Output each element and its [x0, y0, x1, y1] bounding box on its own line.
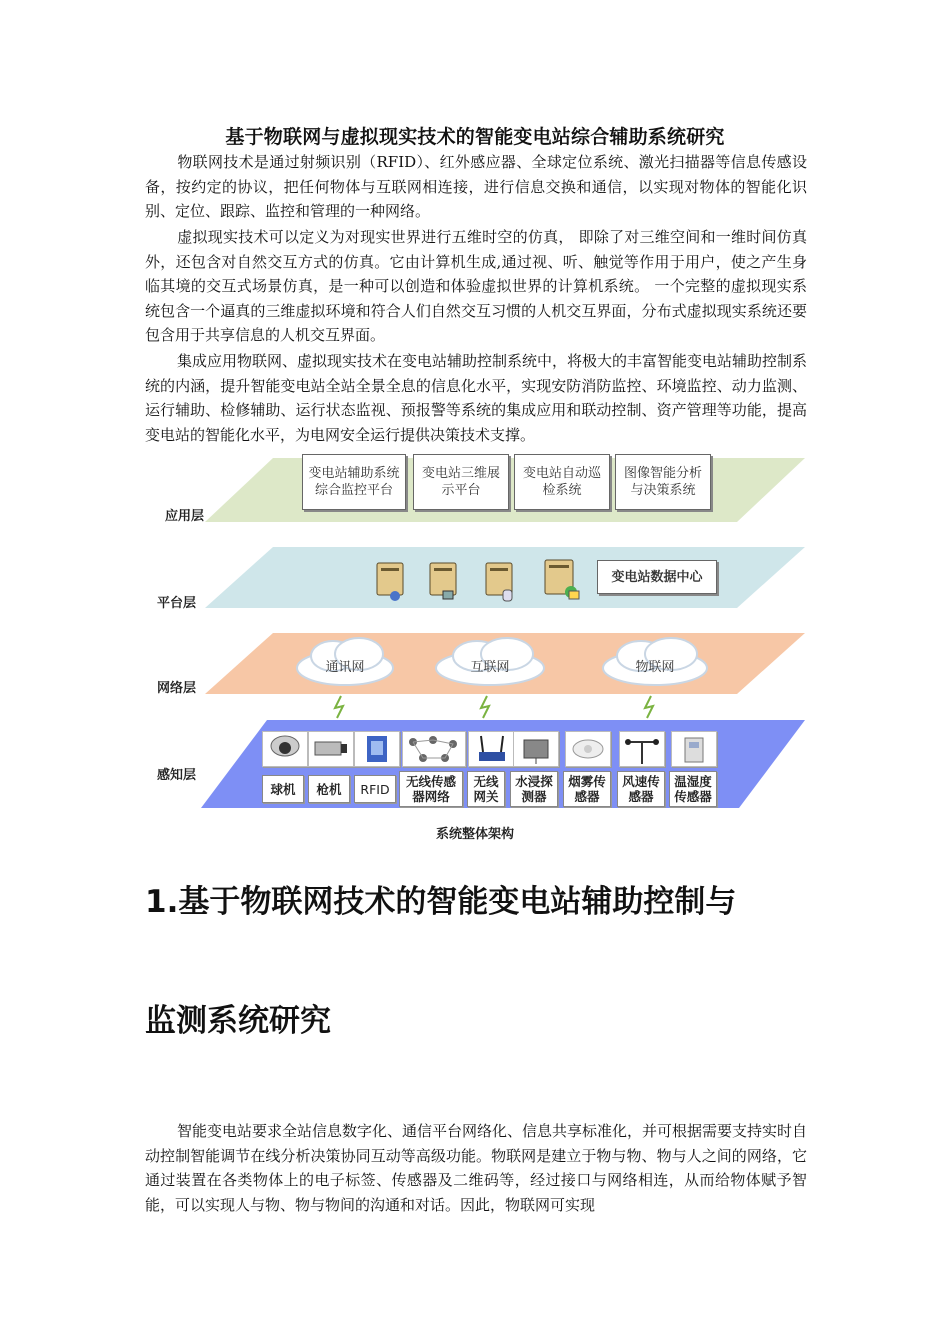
device-label-wireless-gateway: 无线 网关 — [467, 771, 505, 807]
paragraph-text: 集成应用物联网、虚拟现实技术在变电站辅助控制系统中，将极大的丰富智能变电站辅助控制系统的内涵，提升智能变电站全站全景全息的信息化水平，实现安防消防监控、环境监控、动力监测、运行辅助、检修辅助、运行状态监视、预报警等系统的集成应用和联动控制、资产管理等功能，提高变电站的智能化水平，为电网安全运行提供决策技术支撑。 — [145, 352, 808, 444]
perception-layer-label: 感知层 — [157, 768, 197, 783]
section-heading-line1: 1.基于物联网技术的智能变电站辅助控制与 — [145, 884, 737, 920]
device-label-water-detector: 水浸探 测器 — [510, 771, 558, 807]
wireless-signal-icon — [645, 696, 653, 718]
app-box-image-analysis: 图像智能分析 与决策系统 — [615, 454, 711, 510]
cloud-label-iot: 物联网 — [635, 660, 675, 675]
bullet-camera-icon — [308, 731, 354, 767]
paragraph-smart-substation — [145, 1119, 807, 1217]
cloud-label-internet: 互联网 — [470, 660, 510, 675]
wireless-gateway-icon — [468, 731, 514, 767]
app-box-monitoring-platform: 变电站辅助系统 综合监控平台 — [302, 454, 406, 510]
network-layer-label: 网络层 — [157, 681, 197, 696]
rfid-icon — [354, 731, 400, 767]
platform-layer-label: 平台层 — [157, 596, 197, 611]
device-label-temp-humidity-sensor: 温湿度 传感器 — [669, 771, 717, 807]
device-label-wind-speed-sensor: 风速传 感器 — [617, 771, 665, 807]
wireless-signal-icon — [335, 696, 343, 718]
application-layer-label: 应用层 — [165, 509, 205, 524]
server-icon — [377, 563, 403, 601]
paragraph-integration — [145, 349, 807, 447]
app-box-inspection-system: 变电站自动巡 检系统 — [514, 454, 610, 510]
water-detector-icon — [513, 731, 559, 767]
section-heading-line2: 监测系统研究 — [145, 1003, 331, 1039]
paragraph-vr — [145, 225, 807, 348]
wireless-signal-icon — [481, 696, 489, 718]
device-label-rfid: RFID — [354, 775, 396, 803]
device-label-wireless-sensor-network: 无线传感 器网络 — [399, 771, 463, 807]
wireless-sensor-network-icon — [402, 731, 466, 767]
wind-speed-sensor-icon — [619, 731, 665, 767]
paragraph-text: 虚拟现实技术可以定义为对现实世界进行五维时空的仿真， 即除了对三维空间和一维时间仿真外，还包含对自然交互方式的仿真。它由计算机生成,通过视、听、触觉等作用于用户，使之产生身临其境的交互式场景仿真，是一种可以创造和体验虚拟世界的计算机系统。 一个完整的虚拟现实系统包含一个逼真的三维虚拟环境和符合人们自然交互习惯的人机交互界面，分布式虚拟现实系统还要包含用于共享信息的人机交互界面。 — [145, 228, 807, 344]
document-title: 基于物联网与虚拟现实技术的智能变电站综合辅助系统研究 — [225, 126, 725, 148]
server-icon — [430, 563, 456, 599]
data-center-box: 变电站数据中心 — [597, 560, 717, 594]
device-label-bullet-camera: 枪机 — [308, 775, 350, 803]
server-icon — [486, 563, 512, 601]
paragraph-text: 物联网技术是通过射频识别（RFID）、红外感应器、全球定位系统、激光扫描器等信息传感设备，按约定的协议，把任何物体与互联网相连接，进行信息交换和通信，以实现对物体的智能化识别、定位、跟踪、监控和管理的一种网络。 — [145, 153, 807, 220]
diagram-caption: 系统整体架构 — [435, 827, 514, 842]
dome-camera-icon — [262, 731, 308, 767]
smoke-sensor-icon — [565, 731, 611, 767]
paragraph-text: 智能变电站要求全站信息数字化、通信平台网络化、信息共享标准化，并可根据需要支持实时自动控制智能调节在线分析决策协同互动等高级功能。物联网是建立于物与物、物与人之间的网络，它通过装置在各类物体上的电子标签、传感器及二维码等，经过接口与网络相连，从而给物体赋予智能，可以实现人与物、物与物间的沟通和对话。因此，物联网可实现 — [145, 1122, 808, 1214]
paragraph-iot — [145, 150, 807, 224]
device-label-dome-camera: 球机 — [262, 775, 304, 803]
device-label-smoke-sensor: 烟雾传 感器 — [563, 771, 611, 807]
temperature-humidity-sensor-icon — [671, 731, 717, 767]
system-architecture-diagram — [145, 450, 805, 845]
cloud-label-communication: 通讯网 — [325, 660, 365, 675]
app-box-3d-platform: 变电站三维展 示平台 — [413, 454, 509, 510]
